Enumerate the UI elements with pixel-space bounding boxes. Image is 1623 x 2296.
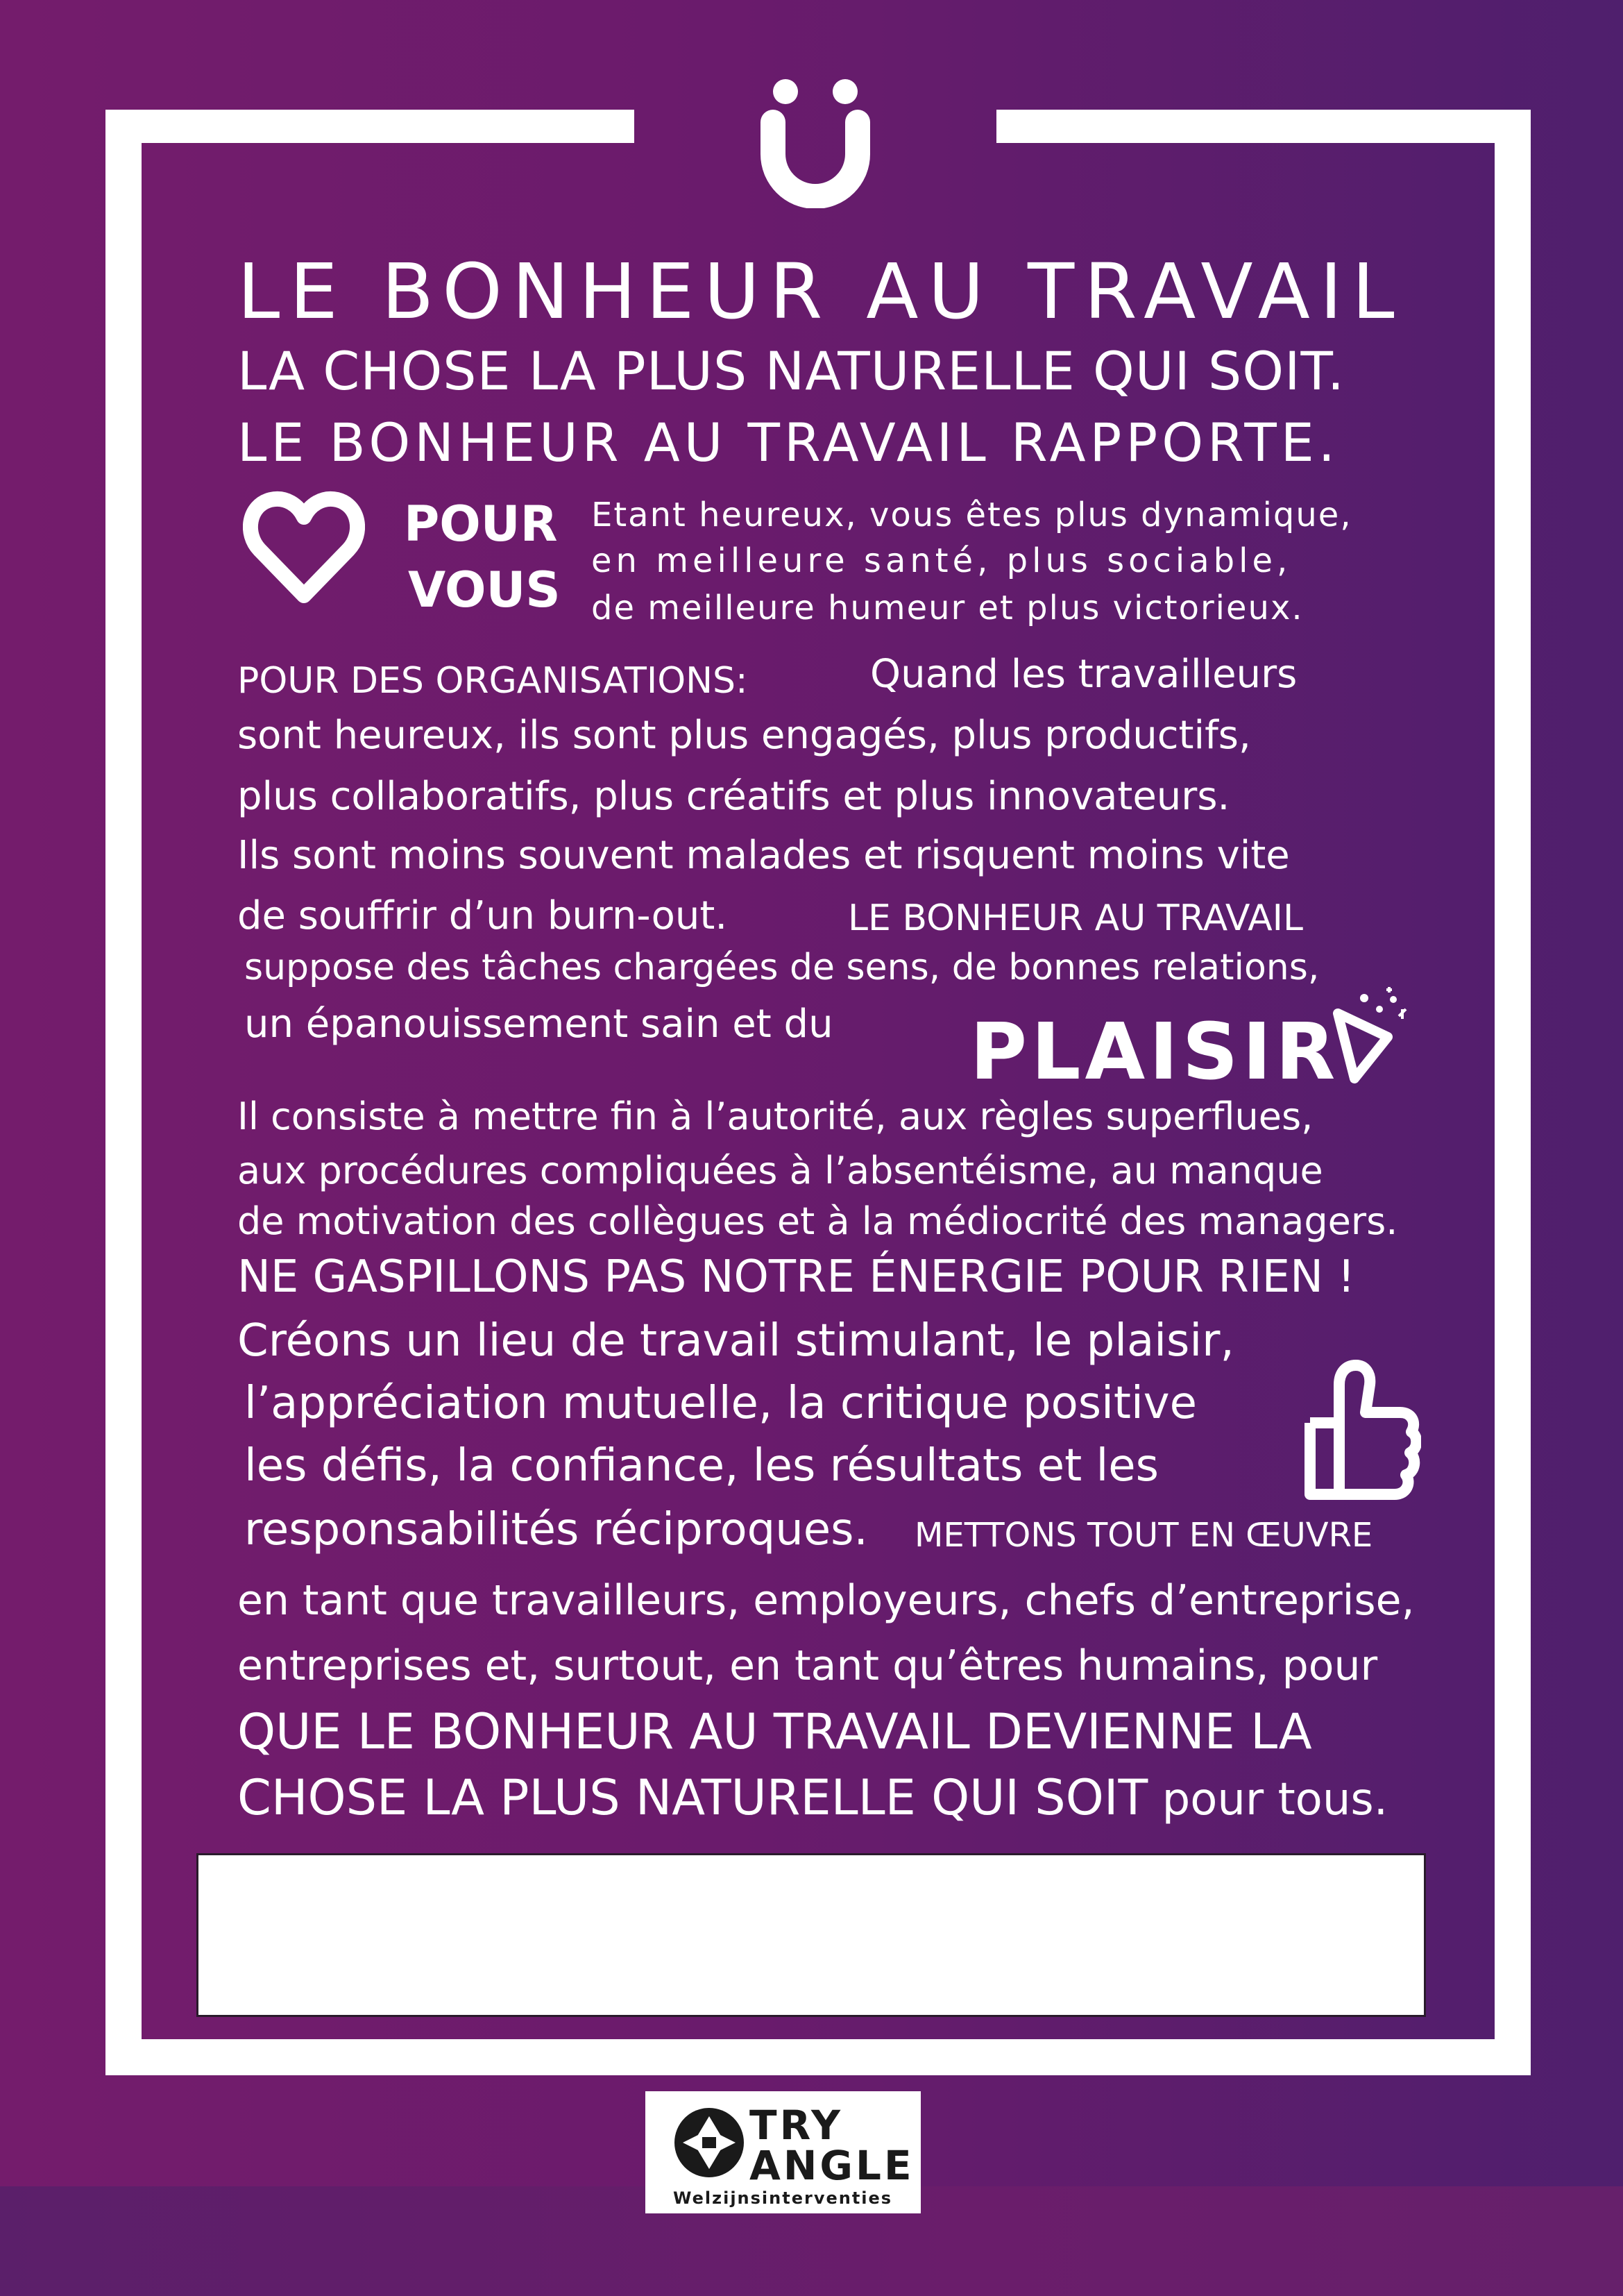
frame-left: [105, 110, 142, 2075]
mettons-line: METTONS TOUT EN ŒUVRE: [915, 1516, 1373, 1555]
consiste-line-3: de motivation des collègues et à la médiocrité des managers.: [237, 1199, 1398, 1243]
frame-right: [1495, 110, 1531, 2075]
brand-name-2: ANGLE: [749, 2142, 915, 2189]
organisations-line-1: Quand les travailleurs: [870, 652, 1298, 697]
frame-top-left: [105, 110, 634, 143]
final-caps-line-1: QUE LE BONHEUR AU TRAVAIL DEVIENNE LA: [237, 1703, 1312, 1760]
frame-bottom: [105, 2039, 1531, 2075]
final-caps-line-2: CHOSE LA PLUS NATURELLE QUI SOIT: [237, 1769, 1148, 1826]
pour-label: POUR: [404, 496, 558, 552]
final-line-2: [237, 1769, 1388, 1826]
vous-label: VOUS: [408, 562, 561, 618]
thumbs-up-icon: [1296, 1357, 1421, 1506]
pour-vous-text-3: de meilleure humeur et plus victorieux.: [591, 589, 1304, 627]
pour-vous-text-1: Etant heureux, vous êtes plus dynamique,: [591, 496, 1352, 534]
tryangle-logo-icon: [673, 2107, 746, 2179]
page-title: LE BONHEUR AU TRAVAIL: [237, 247, 1404, 336]
organisations-label: POUR DES ORGANISATIONS:: [237, 660, 748, 702]
heart-icon: [243, 486, 365, 605]
subtitle-2: LE BONHEUR AU TRAVAIL RAPPORTE.: [237, 412, 1339, 473]
consiste-line-2: aux procédures compliquées à l’absentéisme, au manque: [237, 1149, 1323, 1192]
final-end-text: pour tous.: [1148, 1774, 1388, 1825]
energie-line: NE GASPILLONS PAS NOTRE ÉNERGIE POUR RIEN !: [237, 1251, 1355, 1303]
tant-que-line-1: en tant que travailleurs, employeurs, chefs d’entreprise,: [237, 1576, 1415, 1625]
organisations-line-2: sont heureux, ils sont plus engagés, plus productifs,: [237, 713, 1251, 758]
organisations-line-5: de souffrir d’un burn-out.: [237, 893, 728, 938]
pour-vous-text-2: en meilleure santé, plus sociable,: [591, 541, 1292, 580]
tryangle-brand: [645, 2091, 921, 2213]
responsabilites-line: responsabilités réciproques.: [244, 1504, 868, 1555]
blank-info-box: [196, 1853, 1426, 2017]
organisations-line-4: Ils sont moins souvent malades et risquent moins vite: [237, 833, 1290, 878]
creons-line-2: l’appréciation mutuelle, la critique positive: [244, 1378, 1197, 1429]
frame-top-right: [996, 110, 1531, 143]
subtitle-1: LA CHOSE LA PLUS NATURELLE QUI SOIT.: [237, 340, 1345, 402]
suppose-line-2: un épanouissement sain et du: [244, 1002, 833, 1047]
party-popper-icon: [1324, 986, 1414, 1090]
suppose-line-1: suppose des tâches chargées de sens, de bonnes relations,: [244, 947, 1320, 988]
u-umlaut-logo-icon: [756, 76, 874, 208]
tant-que-line-2: entreprises et, surtout, en tant qu’êtres humains, pour: [237, 1641, 1378, 1690]
consiste-line-1: Il consiste à mettre fin à l’autorité, aux règles superflues,: [237, 1095, 1314, 1138]
creons-line-3: les défis, la confiance, les résultats et les: [244, 1440, 1159, 1492]
creons-line-1: Créons un lieu de travail stimulant, le plaisir,: [237, 1315, 1234, 1367]
brand-name-1: TRY: [749, 2102, 844, 2149]
plaisir-word: PLAISIR: [970, 1007, 1340, 1097]
organisations-line-5-caps: LE BONHEUR AU TRAVAIL: [848, 897, 1303, 939]
organisations-line-3: plus collaboratifs, plus créatifs et plus innovateurs.: [237, 774, 1230, 819]
brand-tagline: Welzijnsinterventies: [673, 2188, 893, 2208]
